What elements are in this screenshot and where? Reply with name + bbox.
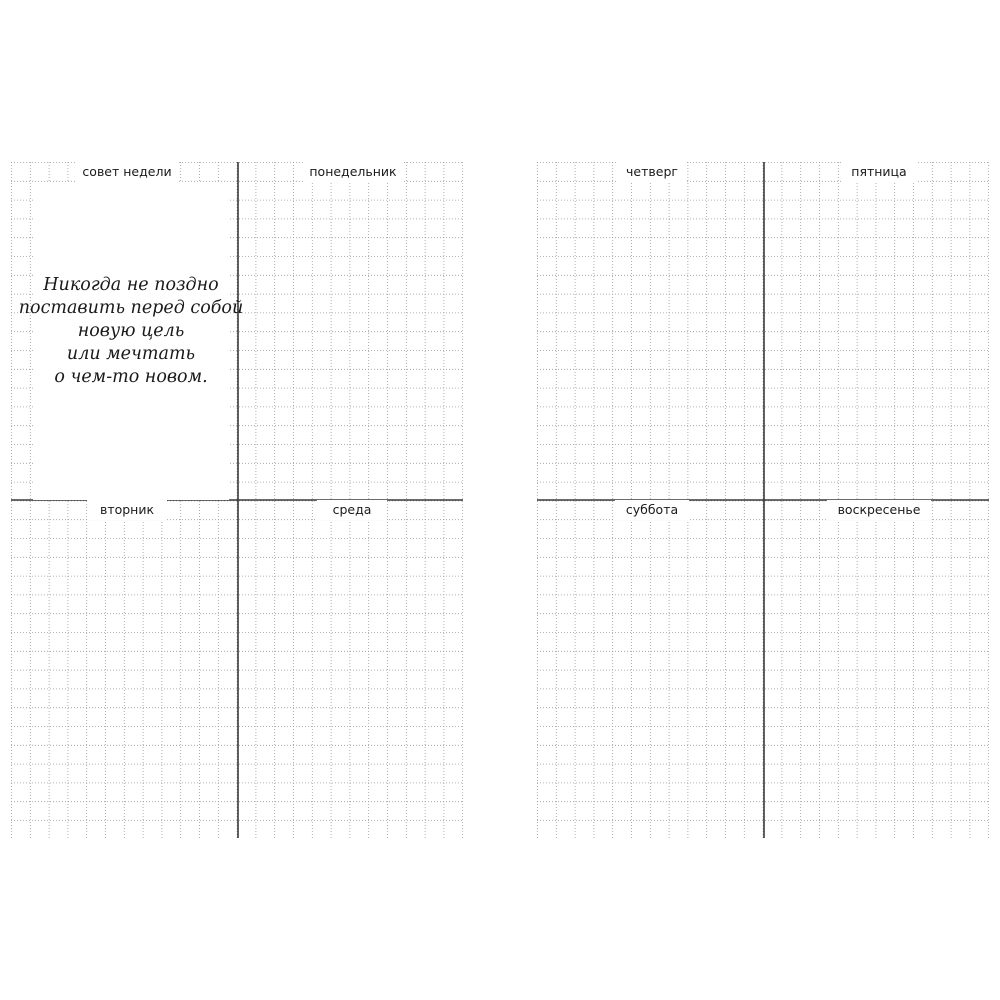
right-page bbox=[537, 162, 989, 838]
quote-line: или мечтать bbox=[66, 343, 196, 364]
weekly-tip-quote bbox=[19, 274, 243, 389]
weekly-tip-box bbox=[18, 182, 244, 500]
day-heading-saturday: суббота bbox=[615, 500, 689, 520]
weekly-tip-heading: совет недели bbox=[77, 162, 177, 182]
day-heading-friday: пятница bbox=[842, 162, 916, 182]
quote-line: новую цель bbox=[77, 320, 185, 341]
day-heading-sunday: воскресенье bbox=[827, 500, 931, 520]
day-heading-thursday: четверг bbox=[617, 162, 687, 182]
left-page bbox=[11, 162, 463, 838]
day-heading-tuesday: вторник bbox=[87, 500, 167, 520]
quote-line: Никогда не поздно bbox=[43, 274, 219, 295]
quote-line: о чем-то новом. bbox=[54, 366, 208, 387]
day-heading-wednesday: среда bbox=[317, 500, 387, 520]
quote-line: поставить перед собой bbox=[18, 297, 244, 318]
day-heading-monday: понедельник bbox=[303, 162, 403, 182]
